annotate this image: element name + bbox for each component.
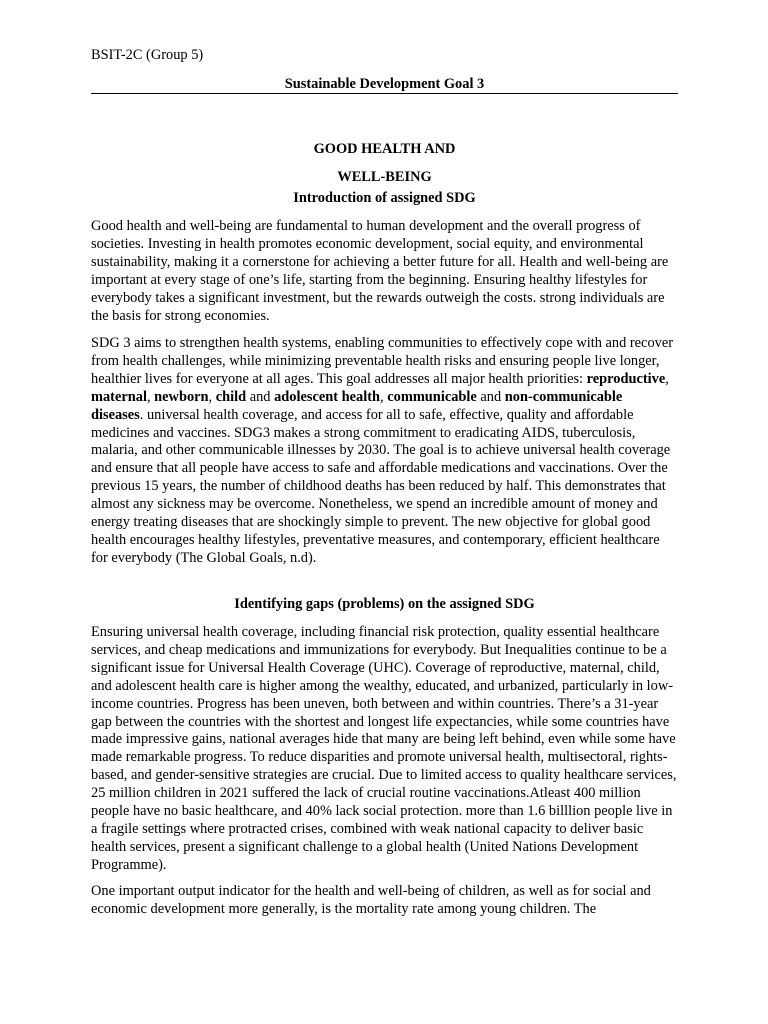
main-title-line-1: GOOD HEALTH AND xyxy=(313,141,456,157)
main-title xyxy=(91,135,678,191)
paragraph-mortality: One important output indicator for the health and well-being of children, as well as for social and economic development more generally, is the mortality rate among young children. The xyxy=(91,883,651,917)
paragraph-sdg3-aims: SDG 3 aims to strengthen health systems, enabling communities to effectively cope with and recover from health challenges, while minimizing preventable health risks and ensuring people live longer, healthier lives for everyone at all ages. This goal addresses all major health priorities: reproductive, maternal, newborn, child and adolescent health, communicable and non-communicable diseases. universal health coverage, and access for all to safe, effective, quality and affordable medicines and vaccines. SDG3 makes a strong commitment to eradicating AIDS, tuberculosis, malaria, and other communicable illnesses by 2030. The goal is to achieve universal health coverage and ensure that all people have access to safe and affordable medications and vaccinations. Over the previous 15 years, the number of childhood deaths has been reduced by half. This demonstrates that almost any sickness may be overcome. Nonetheless, we spend an incredible amount of money and energy treating diseases that are shockingly simple to prevent. The new objective for global good health encourages healthy lifestyles, preventative measures, and contemporary, efficient healthcare for everybody (The Global Goals, n.d). xyxy=(91,335,674,566)
main-title-line-2: WELL-BEING xyxy=(337,169,432,185)
gaps-heading: Identifying gaps (problems) on the assigned SDG xyxy=(234,596,535,612)
paragraph-gaps: Ensuring universal health coverage, including financial risk protection, quality essential healthcare services, and cheap medications and immunizations for everybody. But Inequalities continue to be a significant issue for Universal Health Coverage (UHC). Coverage of reproductive, maternal, child, and adolescent health care is higher among the wealthy, educated, and urbanized, particularly in low-income countries. Progress has been uneven, both between and within countries. There’s a 31-year gap between the countries with the shortest and longest life expectancies, while some countries have made impressive gains, national averages hide that many are being left behind, even while some have made remarkable progress. To reduce disparities and promote universal health, multisectoral, rights-based, and gender-sensitive strategies are crucial. Due to limited access to quality healthcare services, 25 million children in 2021 suffered the lack of crucial routine vaccinations.Atleast 400 million people have no basic healthcare, and 40% lack social protection. more than 1.6 billlion people live in a fragile settings where protracted crises, combined with weak national capacity to deliver basic health services, present a significant challenge to a global health (United Nations Development Programme). xyxy=(91,624,677,873)
intro-heading: Introduction of assigned SDG xyxy=(293,190,476,206)
document-title: Sustainable Development Goal 3 xyxy=(284,76,485,92)
class-group-label: BSIT-2C (Group 5) xyxy=(91,47,204,63)
header-rule xyxy=(91,93,678,94)
paragraph-intro: Good health and well-being are fundamental to human development and the overall progress of societies. Investing in health promotes economic development, social equity, and environmental sustainability, making it a cornerstone for achieving a better future for all. Health and well-being are important at every stage of one’s life, starting from the beginning. Ensuring healthy lifestyles for everybody takes a significant investment, but the rewards outweigh the costs. strong individuals are the basis for strong economies. xyxy=(91,218,669,324)
